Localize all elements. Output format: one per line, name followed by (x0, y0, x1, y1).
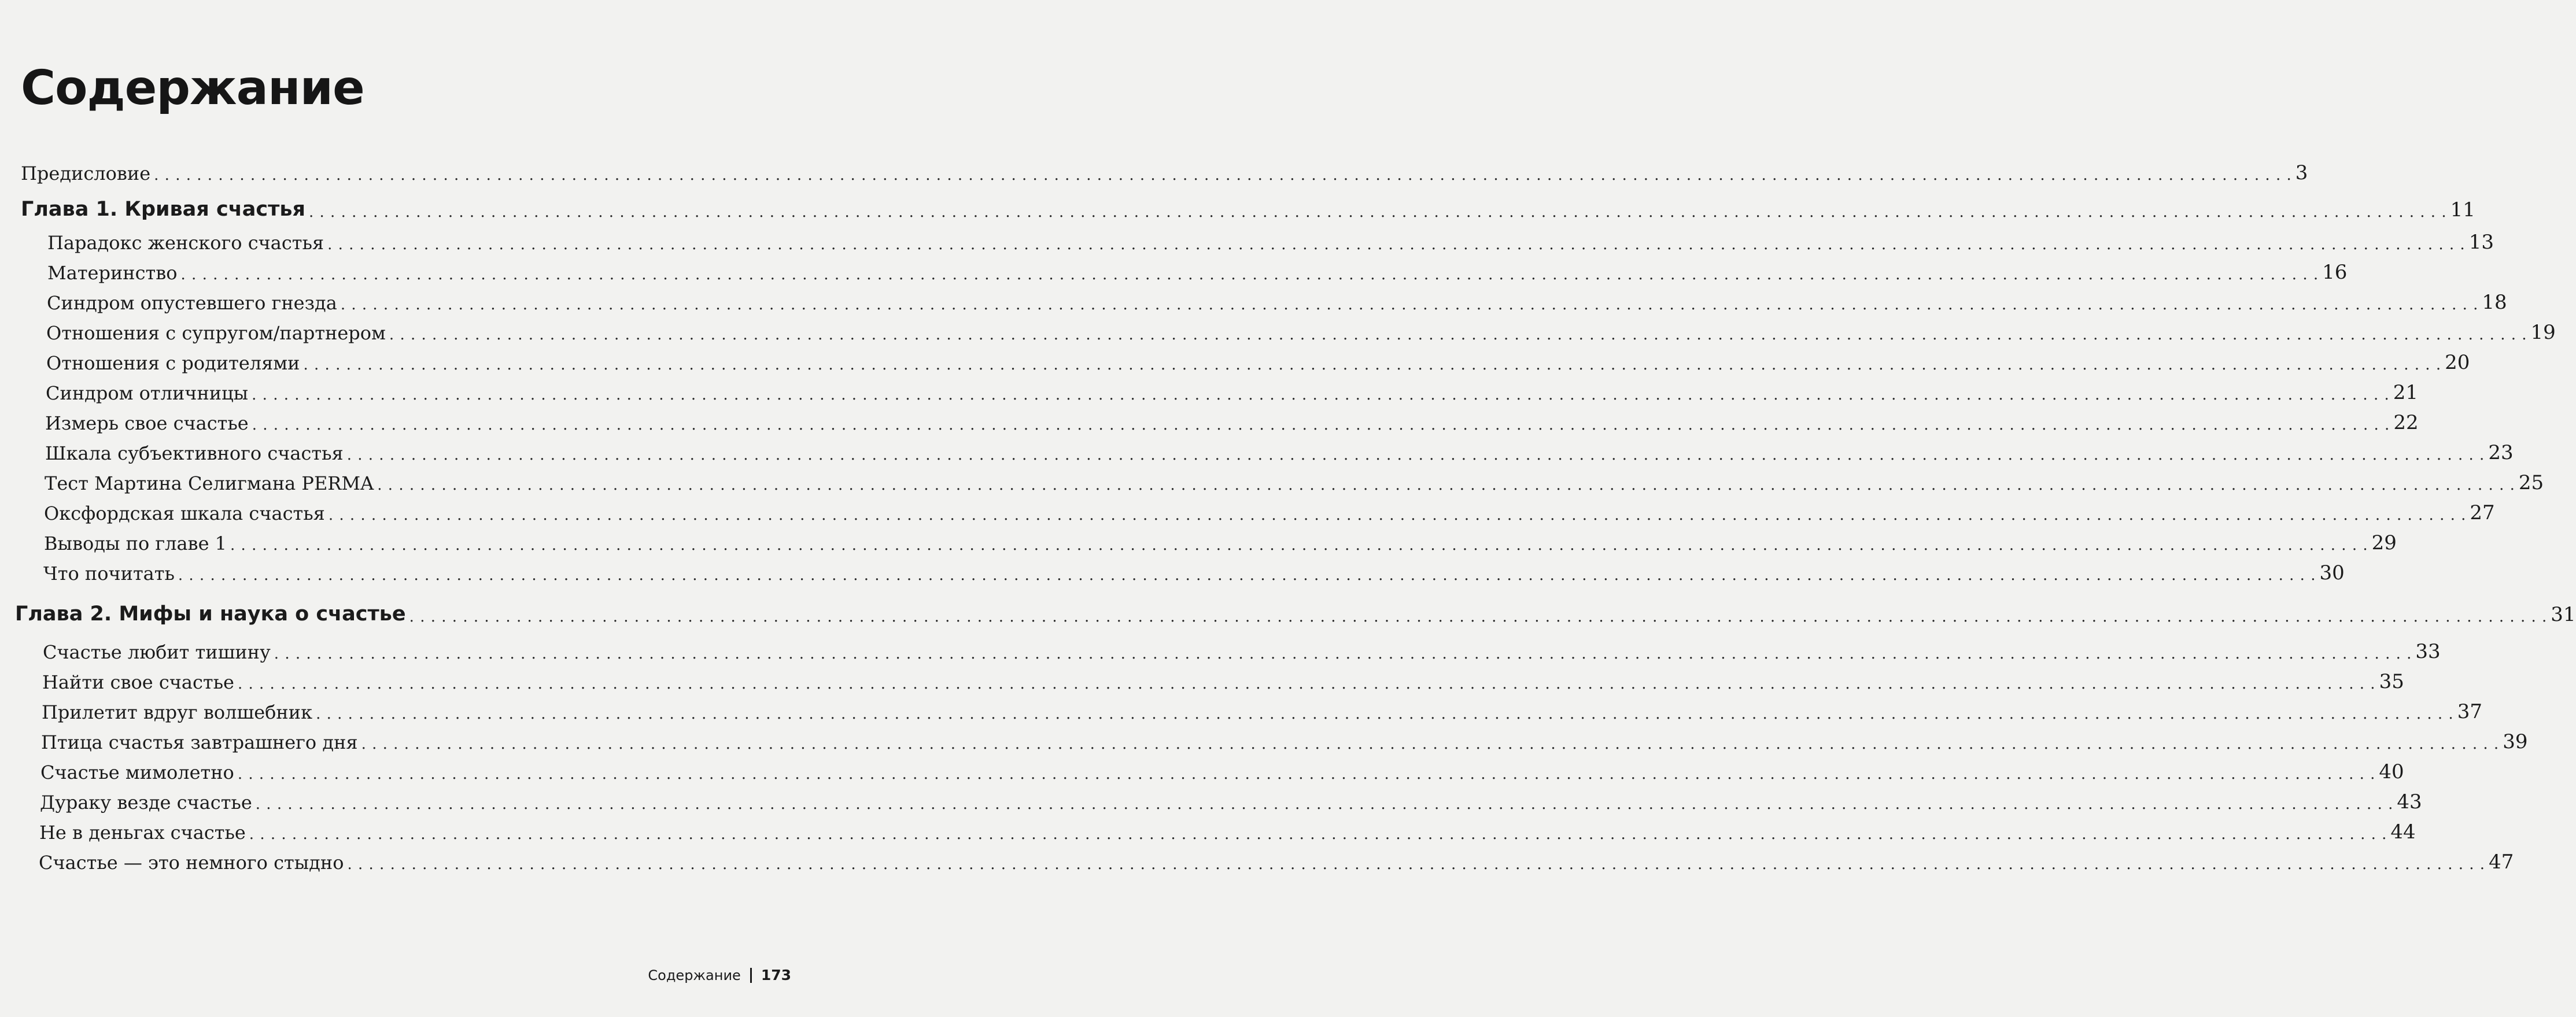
toc-entry (39, 845, 2514, 874)
toc-page-number: 11 (2450, 198, 2475, 221)
toc-entry (45, 406, 2419, 434)
toc-entry-title: Глава 1. Кривая счастья (21, 198, 305, 221)
toc-page-number: 22 (2393, 411, 2419, 434)
dot-leader: . . . . . . . . . . . . . . . . . . . . . . . . . . . . . . . . . . . . . . . . . . . . . . . . . . . . . . . . . . . . . . . . . . . . . . . . . . . . . . . . . . . . . . . . . . . . . . . . . . . . . . . . . . . . . . . . . . . . . . . . . . . . . . . . . . . . . . . . . . . . . . . . . . . . . . . . . . . . . . . . . . . . . . . . . . . . . . . . . . . . . . . . . . . . . . . . . . . . . . . . (346, 446, 2485, 464)
dot-leader: . . . . . . . . . . . . . . . . . . . . . . . . . . . . . . . . . . . . . . . . . . . . . . . . . . . . . . . . . . . . . . . . . . . . . . . . . . . . . . . . . . . . . . . . . . . . . . . . . . . . . . . . . . . . . . . . . . . . . . . . . . . . . . . . . . . . . . . . . . . . . . . . . . . . . . . . . . . . . . . . . . . . . . . . . . . . . . . . . . . . . . . . . . . . . . . . . . . . . . . . (389, 326, 2527, 343)
dot-leader: . . . . . . . . . . . . . . . . . . . . . . . . . . . . . . . . . . . . . . . . . . . . . . . . . . . . . . . . . . . . . . . . . . . . . . . . . . . . . . . . . . . . . . . . . . . . . . . . . . . . . . . . . . . . . . . . . . . . . . . . . . . . . . . . . . . . . . . . . . . . . . . . . . . . . . . . . . . . . . . . . . . . . . . . . . . . . . . . . . . . . . . . . . . . . . . . . . . . . . . . (230, 537, 2368, 554)
toc-page-number: 13 (2468, 231, 2494, 254)
toc-page-number: 37 (2457, 700, 2482, 723)
toc-entry (44, 496, 2495, 524)
toc-entry (47, 286, 2507, 314)
dot-leader: . . . . . . . . . . . . . . . . . . . . . . . . . . . . . . . . . . . . . . . . . . . . . . . . . . . . . . . . . . . . . . . . . . . . . . . . . . . . . . . . . . . . . . . . . . . . . . . . . . . . . . . . . . . . . . . . . . . . . . . . . . . . . . . . . . . . . . . . . . . . . . . . . . . . . . . . . . . . . . . . . . . . . . . . . . . . . . . . . . . . . . . . . . . . . . . . . . . . . . . . (154, 167, 2292, 184)
toc-entry (42, 695, 2482, 723)
dot-leader: . . . . . . . . . . . . . . . . . . . . . . . . . . . . . . . . . . . . . . . . . . . . . . . . . . . . . . . . . . . . . . . . . . . . . . . . . . . . . . . . . . . . . . . . . . . . . . . . . . . . . . . . . . . . . . . . . . . . . . . . . . . . . . . . . . . . . . . . . . . . . . . . . . . . . . . . . . . . . . . . . . . . . . . . . . . . . . . . . . . . . . . . . . . . . . . . . . . . . . . . (340, 296, 2479, 313)
toc-entry-title: Синдром опустевшего гнезда (47, 292, 337, 314)
toc-entry (45, 466, 2544, 494)
toc-chapter-entry (15, 598, 2576, 626)
dot-leader: . . . . . . . . . . . . . . . . . . . . . . . . . . . . . . . . . . . . . . . . . . . . . . . . . . . . . . . . . . . . . . . . . . . . . . . . . . . . . . . . . . . . . . . . . . . . . . . . . . . . . . . . . . . . . . . . . . . . . . . . . . . . . . . . . . . . . . . . . . . . . . . . . . . . . . . . . . . . . . . . . . . . . . . . . . . . . . . . . . . . . . . . . . . . . . . . . . . . . . . . (347, 856, 2486, 873)
toc-entry (47, 225, 2494, 254)
page-footer (648, 967, 791, 983)
toc-entry-title: Отношения с родителями (46, 352, 300, 374)
toc-entry-title: Отношения с супругом/партнером (46, 322, 386, 344)
toc-entry (47, 256, 2348, 284)
toc-page-number: 31 (2551, 603, 2576, 626)
dot-leader: . . . . . . . . . . . . . . . . . . . . . . . . . . . . . . . . . . . . . . . . . . . . . . . . . . . . . . . . . . . . . . . . . . . . . . . . . . . . . . . . . . . . . . . . . . . . . . . . . . . . . . . . . . . . . . . . . . . . . . . . . . . . . . . . . . . . . . . . . . . . . . . . . . . . . . . . . . . . . . . . . . . . . . . . . . . . . . . . . . . . . . . . . . . . . . . . . . . . . . . . (303, 356, 2442, 373)
toc-entry-title: Материнство (47, 262, 178, 284)
dot-leader: . . . . . . . . . . . . . . . . . . . . . . . . . . . . . . . . . . . . . . . . . . . . . . . . . . . . . . . . . . . . . . . . . . . . . . . . . . . . . . . . . . . . . . . . . . . . . . . . . . . . . . . . . . . . . . . . . . . . . . . . . . . . . . . . . . . . . . . . . . . . . . . . . . . . . . . . . . . . . . . . . . . . . . . . . . . . . . . . . . . . . . . . . . . . . . . . . . . . . . . . (361, 735, 2500, 753)
toc-page-number: 23 (2488, 441, 2514, 464)
footer-page-number: 173 (761, 967, 791, 983)
toc-entry-title: Прилетит вдруг волшебник (42, 701, 313, 723)
toc-page-number: 16 (2322, 261, 2348, 284)
toc-entry (43, 635, 2441, 663)
dot-leader: . . . . . . . . . . . . . . . . . . . . . . . . . . . . . . . . . . . . . . . . . . . . . . . . . . . . . . . . . . . . . . . . . . . . . . . . . . . . . . . . . . . . . . . . . . . . . . . . . . . . . . . . . . . . . . . . . . . . . . . . . . . . . . . . . . . . . . . . . . . . . . . . . . . . . . . . . . . . . . . . . . . . . . . . . . . . . . . . . . . . . . . . . . . . . . . . . . . . . . . . (316, 705, 2454, 723)
toc-page-number: 21 (2393, 381, 2419, 404)
toc-entry-title: Синдром отличницы (46, 382, 249, 404)
footer-separator (750, 968, 752, 983)
toc-page-number: 33 (2415, 640, 2441, 663)
toc-page-number: 43 (2397, 790, 2422, 813)
toc-entry-title: Счастье мимолетно (40, 761, 234, 783)
toc-entry-title: Счастье — это немного стыдно (39, 852, 344, 874)
dot-leader: . . . . . . . . . . . . . . . . . . . . . . . . . . . . . . . . . . . . . . . . . . . . . . . . . . . . . . . . . . . . . . . . . . . . . . . . . . . . . . . . . . . . . . . . . . . . . . . . . . . . . . . . . . . . . . . . . . . . . . . . . . . . . . . . . . . . . . . . . . . . . . . . . . . . . . . . . . . . . . . . . . . . . . . . . . . . . . . . . . . . . . . . . . . . . . . . . . . . . . . . (409, 608, 2548, 626)
dot-leader: . . . . . . . . . . . . . . . . . . . . . . . . . . . . . . . . . . . . . . . . . . . . . . . . . . . . . . . . . . . . . . . . . . . . . . . . . . . . . . . . . . . . . . . . . . . . . . . . . . . . . . . . . . . . . . . . . . . . . . . . . . . . . . . . . . . . . . . . . . . . . . . . . . . . . . . . . . . . . . . . . . . . . . . . . . . . . . . . . . . . . . . . . . . . . . . . . . . . . . . . (327, 236, 2466, 253)
toc-entry (44, 526, 2397, 554)
toc-page-number: 19 (2530, 321, 2556, 344)
toc-page-number: 25 (2518, 471, 2544, 494)
toc-entry-title: Шкала субъективного счастья (45, 442, 344, 464)
toc-entry (39, 815, 2416, 844)
toc-page-number: 27 (2470, 501, 2495, 524)
toc-entry-title: Найти свое счастье (42, 671, 234, 693)
toc-entry (40, 755, 2404, 783)
toc-entry (45, 436, 2514, 464)
toc-entry (46, 376, 2419, 404)
toc-page-number: 20 (2445, 351, 2470, 374)
toc-entry-title: Предисловие (21, 162, 151, 184)
footer-section-name: Содержание (648, 967, 741, 983)
toc-entry-title: Измерь свое счастье (45, 412, 249, 434)
toc-page-number: 44 (2390, 820, 2416, 844)
toc-page-number: 3 (2295, 161, 2308, 184)
toc-entry (43, 556, 2345, 585)
toc-page-number: 47 (2489, 850, 2514, 874)
toc-entry-title: Не в деньгах счастье (39, 822, 246, 844)
dot-leader: . . . . . . . . . . . . . . . . . . . . . . . . . . . . . . . . . . . . . . . . . . . . . . . . . . . . . . . . . . . . . . . . . . . . . . . . . . . . . . . . . . . . . . . . . . . . . . . . . . . . . . . . . . . . . . . . . . . . . . . . . . . . . . . . . . . . . . . . . . . . . . . . . . . . . . . . . . . . . . . . . . . . . . . . . . . . . . . . . . . . . . . . . . . . . . . . . . . . . . . . (377, 476, 2515, 494)
toc-chapter-entry (21, 193, 2475, 221)
toc-entry (42, 665, 2404, 693)
dot-leader: . . . . . . . . . . . . . . . . . . . . . . . . . . . . . . . . . . . . . . . . . . . . . . . . . . . . . . . . . . . . . . . . . . . . . . . . . . . . . . . . . . . . . . . . . . . . . . . . . . . . . . . . . . . . . . . . . . . . . . . . . . . . . . . . . . . . . . . . . . . . . . . . . . . . . . . . . . . . . . . . . . . . . . . . . . . . . . . . . . . . . . . . . . . . . . . . . . . . . . . . (252, 386, 2390, 404)
toc-entry (46, 346, 2470, 374)
toc-entry (46, 316, 2556, 344)
toc-page-number: 30 (2319, 561, 2345, 585)
toc-page-number: 35 (2379, 670, 2404, 693)
dot-leader: . . . . . . . . . . . . . . . . . . . . . . . . . . . . . . . . . . . . . . . . . . . . . . . . . . . . . . . . . . . . . . . . . . . . . . . . . . . . . . . . . . . . . . . . . . . . . . . . . . . . . . . . . . . . . . . . . . . . . . . . . . . . . . . . . . . . . . . . . . . . . . . . . . . . . . . . . . . . . . . . . . . . . . . . . . . . . . . . . . . . . . . . . . . . . . . . . . . . . . . . (255, 796, 2394, 813)
toc-entry-title: Тест Мартина Селигмана PERMA (45, 472, 374, 494)
toc-entry-title: Оксфордская шкала счастья (44, 502, 325, 524)
dot-leader: . . . . . . . . . . . . . . . . . . . . . . . . . . . . . . . . . . . . . . . . . . . . . . . . . . . . . . . . . . . . . . . . . . . . . . . . . . . . . . . . . . . . . . . . . . . . . . . . . . . . . . . . . . . . . . . . . . . . . . . . . . . . . . . . . . . . . . . . . . . . . . . . . . . . . . . . . . . . . . . . . . . . . . . . . . . . . . . . . . . . . . . . . . . . . . . . . . . . . . . . (237, 675, 2376, 693)
dot-leader: . . . . . . . . . . . . . . . . . . . . . . . . . . . . . . . . . . . . . . . . . . . . . . . . . . . . . . . . . . . . . . . . . . . . . . . . . . . . . . . . . . . . . . . . . . . . . . . . . . . . . . . . . . . . . . . . . . . . . . . . . . . . . . . . . . . . . . . . . . . . . . . . . . . . . . . . . . . . . . . . . . . . . . . . . . . . . . . . . . . . . . . . . . . . . . . . . . . . . . . . (249, 826, 2387, 843)
toc-page-number: 40 (2379, 760, 2404, 783)
dot-leader: . . . . . . . . . . . . . . . . . . . . . . . . . . . . . . . . . . . . . . . . . . . . . . . . . . . . . . . . . . . . . . . . . . . . . . . . . . . . . . . . . . . . . . . . . . . . . . . . . . . . . . . . . . . . . . . . . . . . . . . . . . . . . . . . . . . . . . . . . . . . . . . . . . . . . . . . . . . . . . . . . . . . . . . . . . . . . . . . . . . . . . . . . . . . . . . . . . . . . . . . (308, 204, 2447, 221)
toc-entry-title: Парадокс женского счастья (47, 232, 324, 254)
toc-entry-title: Счастье любит тишину (43, 641, 271, 663)
toc-entry (41, 725, 2528, 753)
toc-entry-title: Выводы по главе 1 (44, 532, 227, 554)
toc-page-number: 39 (2503, 730, 2528, 753)
toc-page-number: 29 (2371, 531, 2397, 554)
page-title: Содержание (21, 61, 364, 116)
toc-entry-title: Что почитать (43, 563, 175, 585)
toc-entry-title: Глава 2. Мифы и наука о счастье (15, 602, 406, 626)
toc-entry-title: Птица счастья завтрашнего дня (41, 731, 358, 753)
toc-page-number: 18 (2482, 291, 2507, 314)
dot-leader: . . . . . . . . . . . . . . . . . . . . . . . . . . . . . . . . . . . . . . . . . . . . . . . . . . . . . . . . . . . . . . . . . . . . . . . . . . . . . . . . . . . . . . . . . . . . . . . . . . . . . . . . . . . . . . . . . . . . . . . . . . . . . . . . . . . . . . . . . . . . . . . . . . . . . . . . . . . . . . . . . . . . . . . . . . . . . . . . . . . . . . . . . . . . . . . . . . . . . . . . (328, 506, 2467, 524)
toc-entry (40, 785, 2422, 813)
dot-leader: . . . . . . . . . . . . . . . . . . . . . . . . . . . . . . . . . . . . . . . . . . . . . . . . . . . . . . . . . . . . . . . . . . . . . . . . . . . . . . . . . . . . . . . . . . . . . . . . . . . . . . . . . . . . . . . . . . . . . . . . . . . . . . . . . . . . . . . . . . . . . . . . . . . . . . . . . . . . . . . . . . . . . . . . . . . . . . . . . . . . . . . . . . . . . . . . . . . . . . . . (252, 416, 2390, 434)
dot-leader: . . . . . . . . . . . . . . . . . . . . . . . . . . . . . . . . . . . . . . . . . . . . . . . . . . . . . . . . . . . . . . . . . . . . . . . . . . . . . . . . . . . . . . . . . . . . . . . . . . . . . . . . . . . . . . . . . . . . . . . . . . . . . . . . . . . . . . . . . . . . . . . . . . . . . . . . . . . . . . . . . . . . . . . . . . . . . . . . . . . . . . . . . . . . . . . . . . . . . . . . (274, 645, 2412, 663)
dot-leader: . . . . . . . . . . . . . . . . . . . . . . . . . . . . . . . . . . . . . . . . . . . . . . . . . . . . . . . . . . . . . . . . . . . . . . . . . . . . . . . . . . . . . . . . . . . . . . . . . . . . . . . . . . . . . . . . . . . . . . . . . . . . . . . . . . . . . . . . . . . . . . . . . . . . . . . . . . . . . . . . . . . . . . . . . . . . . . . . . . . . . . . . . . . . . . . . . . . . . . . . (180, 266, 2319, 283)
dot-leader: . . . . . . . . . . . . . . . . . . . . . . . . . . . . . . . . . . . . . . . . . . . . . . . . . . . . . . . . . . . . . . . . . . . . . . . . . . . . . . . . . . . . . . . . . . . . . . . . . . . . . . . . . . . . . . . . . . . . . . . . . . . . . . . . . . . . . . . . . . . . . . . . . . . . . . . . . . . . . . . . . . . . . . . . . . . . . . . . . . . . . . . . . . . . . . . . . . . . . . . . (237, 765, 2376, 783)
dot-leader: . . . . . . . . . . . . . . . . . . . . . . . . . . . . . . . . . . . . . . . . . . . . . . . . . . . . . . . . . . . . . . . . . . . . . . . . . . . . . . . . . . . . . . . . . . . . . . . . . . . . . . . . . . . . . . . . . . . . . . . . . . . . . . . . . . . . . . . . . . . . . . . . . . . . . . . . . . . . . . . . . . . . . . . . . . . . . . . . . . . . . . . . . . . . . . . . . . . . . . . . (178, 567, 2316, 584)
toc-entry (21, 156, 2308, 184)
toc-entry-title: Дураку везде счастье (40, 792, 252, 813)
